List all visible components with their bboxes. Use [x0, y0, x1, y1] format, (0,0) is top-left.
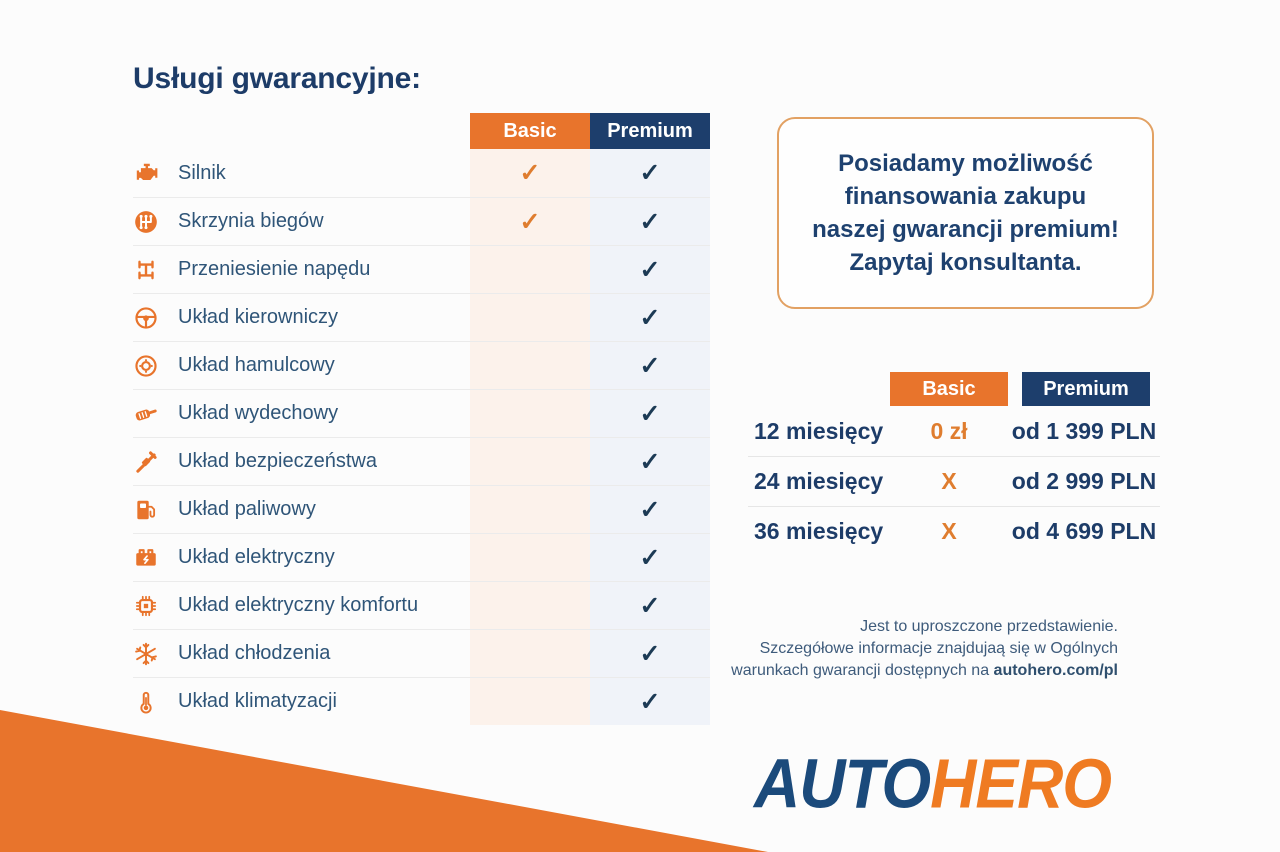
pricing-premium-value: od 2 999 PLN — [1011, 468, 1157, 494]
drivetrain-icon — [133, 246, 178, 293]
service-label: Układ elektryczny komfortu — [178, 594, 419, 616]
premium-cell: ✓ — [590, 486, 710, 533]
pricing-table-header — [748, 372, 1160, 406]
basic-cell: ✓ — [470, 198, 590, 245]
promo-text-line: finansowania zakupu — [844, 183, 1087, 210]
column-header-premium: Premium — [590, 113, 710, 149]
brake-disc-icon — [133, 342, 178, 389]
service-label: Układ wydechowy — [178, 402, 339, 424]
pricing-table-body — [748, 406, 1160, 556]
basic-cell — [470, 630, 590, 677]
table-row — [133, 533, 710, 581]
logo-hero: HERO — [930, 745, 1112, 823]
table-row — [133, 293, 710, 341]
table-row — [133, 437, 710, 485]
table-row — [133, 245, 710, 293]
snowflake-icon — [133, 630, 178, 677]
service-label: Układ chłodzenia — [178, 642, 331, 664]
pricing-premium-value: od 4 699 PLN — [1011, 518, 1157, 544]
pricing-row — [748, 456, 1160, 506]
pricing-basic-value: X — [941, 468, 957, 494]
basic-cell: ✓ — [470, 149, 590, 197]
engine-icon — [133, 149, 178, 197]
financing-promo-text — [812, 147, 1119, 279]
pricing-header-premium: Premium — [1022, 372, 1150, 406]
disclaimer — [598, 616, 1118, 682]
logo-auto: AUTO — [754, 745, 931, 823]
table-row — [133, 485, 710, 533]
service-label: Skrzynia biegów — [178, 210, 324, 232]
premium-cell: ✓ — [590, 149, 710, 197]
table-row — [133, 197, 710, 245]
basic-cell — [470, 390, 590, 437]
basic-cell — [470, 294, 590, 341]
pricing-header-basic: Basic — [890, 372, 1008, 406]
page-title: Usługi gwarancyjne: — [133, 62, 421, 95]
steering-wheel-icon — [133, 294, 178, 341]
service-label: Układ elektryczny — [178, 546, 335, 568]
pricing-period-label: 12 miesięcy — [754, 417, 884, 444]
pricing-period-label: 36 miesięcy — [754, 518, 884, 544]
column-header-basic: Basic — [470, 113, 590, 149]
basic-cell — [470, 342, 590, 389]
pricing-basic-value: X — [941, 518, 957, 544]
disclaimer-line: warunkach gwarancji dostępnych na autohero.com/pl — [731, 662, 1118, 679]
pricing-period-label: 24 miesięcy — [754, 468, 884, 494]
service-label: Silnik — [178, 161, 226, 184]
premium-cell: ✓ — [590, 582, 710, 629]
service-label: Układ paliwowy — [178, 498, 316, 520]
service-label: Przeniesienie napędu — [178, 258, 371, 280]
thermometer-icon — [133, 678, 178, 725]
basic-cell — [470, 438, 590, 485]
chip-icon — [133, 582, 178, 629]
website-url: autohero.com/pl — [993, 662, 1118, 679]
premium-cell: ✓ — [590, 630, 710, 677]
table-row — [133, 389, 710, 437]
premium-cell: ✓ — [590, 390, 710, 437]
premium-cell: ✓ — [590, 438, 710, 485]
disclaimer-line: Szczegółowe informacje znajdujaą się w Ogólnych — [759, 640, 1118, 657]
premium-cell: ✓ — [590, 342, 710, 389]
pricing-premium-value: od 1 399 PLN — [1011, 417, 1157, 444]
service-label: Układ kierowniczy — [178, 306, 339, 328]
seatbelt-icon — [133, 438, 178, 485]
pricing-basic-value: 0 zł — [930, 417, 968, 444]
promo-text-line: naszej gwarancji premium! — [812, 216, 1119, 243]
service-label: Układ bezpieczeństwa — [178, 450, 377, 472]
basic-cell — [470, 582, 590, 629]
financing-promo-box — [777, 117, 1154, 309]
promo-text-line: Zapytaj konsultanta. — [849, 249, 1082, 276]
services-table-header — [133, 113, 710, 149]
service-label: Układ hamulcowy — [178, 354, 335, 376]
premium-cell: ✓ — [590, 246, 710, 293]
fuel-pump-icon — [133, 486, 178, 533]
basic-cell — [470, 534, 590, 581]
table-row — [133, 677, 710, 725]
pricing-table — [748, 372, 1160, 556]
promo-text-line: Posiadamy możliwość — [838, 150, 1093, 177]
autohero-logo — [754, 744, 1111, 824]
battery-icon — [133, 534, 178, 581]
premium-cell: ✓ — [590, 198, 710, 245]
premium-cell: ✓ — [590, 678, 710, 725]
disclaimer-line: Jest to uproszczone przedstawienie. — [860, 618, 1118, 635]
gearbox-icon — [133, 198, 178, 245]
premium-cell: ✓ — [590, 534, 710, 581]
premium-cell: ✓ — [590, 294, 710, 341]
basic-cell — [470, 678, 590, 725]
orange-corner-decoration — [0, 710, 768, 852]
basic-cell — [470, 246, 590, 293]
service-label: Układ klimatyzacji — [178, 690, 337, 712]
pricing-row — [748, 406, 1160, 456]
basic-cell — [470, 486, 590, 533]
exhaust-icon — [133, 390, 178, 437]
table-row — [133, 149, 710, 197]
table-row — [133, 341, 710, 389]
pricing-row — [748, 506, 1160, 556]
